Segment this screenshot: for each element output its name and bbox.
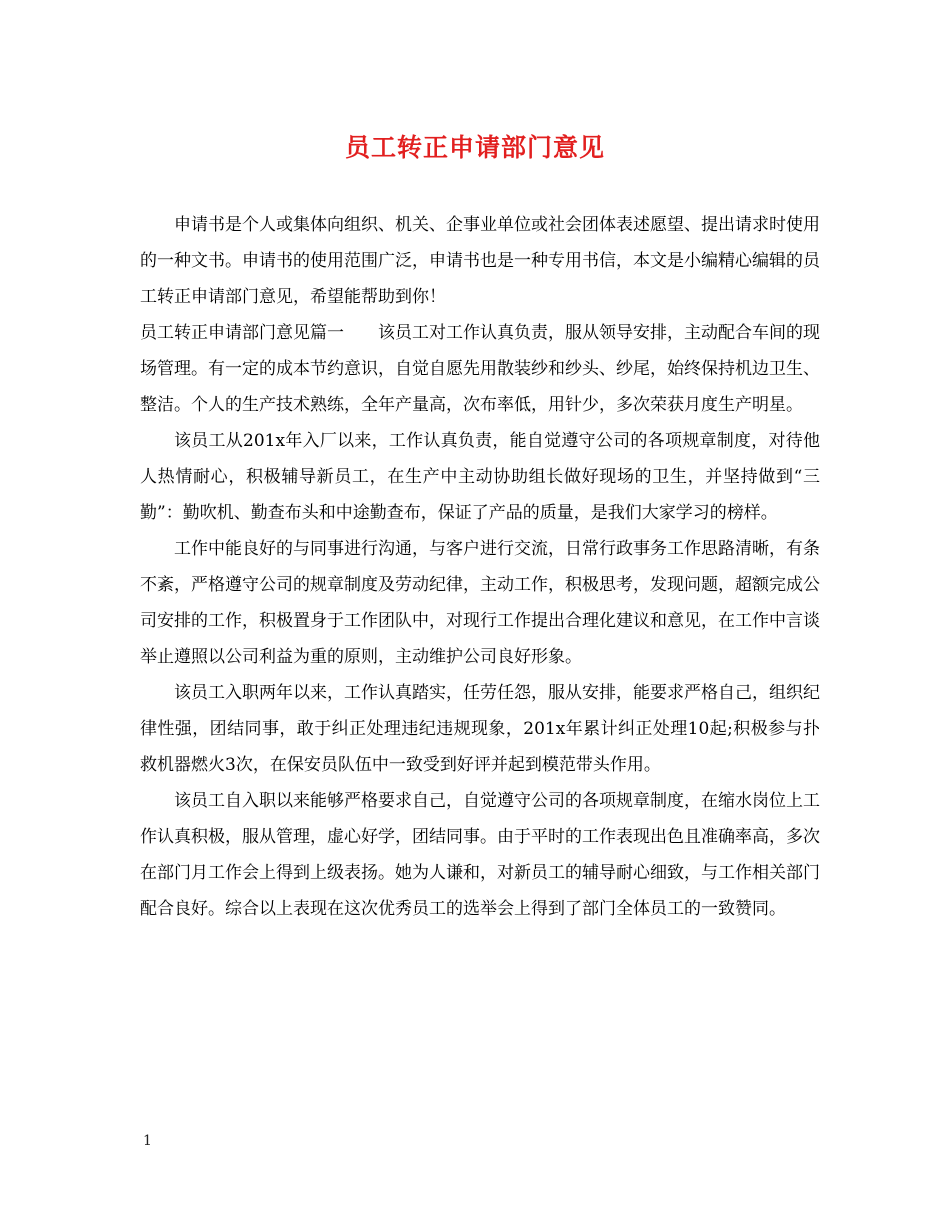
paragraph-discipline: 该员工入职两年以来，工作认真踏实，任劳任怨，服从安排，能要求严格自己，组织纪律性强，团结同事，敢于纠正处理违纪违规现象，201x年累计纠正处理10起;积极参与扑救机器燃火3次，在保安员队伍中一致受到好评并起到模范带头作用。 bbox=[140, 683, 820, 775]
paragraph-intro: 申请书是个人或集体向组织、机关、企事业单位或社会团体表述愿望、提出请求时使用的一种文书。申请书的使用范围广泛，申请书也是一种专用书信，本文是小编精心编辑的员工转正申请部门意见，希望能帮助到你！ bbox=[140, 215, 820, 307]
paragraph-shrinkage-post: 该员工自入职以来能够严格要求自己，自觉遵守公司的各项规章制度，在缩水岗位上工作认真积极，服从管理，虚心好学，团结同事。由于平时的工作表现出色且准确率高，多次在部门月工作会上得到上级表扬。她为人谦和，对新员工的辅导耐心细致，与工作相关部门配合良好。综合以上表现在这次优秀员工的选举会上得到了部门全体员工的一致赞同。 bbox=[140, 791, 820, 919]
paragraph-section-one: 员工转正申请部门意见篇一 该员工对工作认真负责，服从领导安排，主动配合车间的现场管理。有一定的成本节约意识，自觉自愿先用散装纱和纱头、纱尾，始终保持机边卫生、整洁。个人的生产技术熟练，全年产量高，次布率低，用针少，多次荣获月度生产明星。 bbox=[140, 323, 820, 415]
paragraph-three-diligence: 该员工从201x年入厂以来，工作认真负责，能自觉遵守公司的各项规章制度，对待他人热情耐心，积极辅导新员工，在生产中主动协助组长做好现场的卫生，并坚持做到“三勤”：勤吹机、勤查布头和中途勤查布，保证了产品的质量，是我们大家学习的榜样。 bbox=[140, 431, 820, 523]
document-title: 员工转正申请部门意见 bbox=[344, 133, 605, 162]
paragraph-communication: 工作中能良好的与同事进行沟通，与客户进行交流，日常行政事务工作思路清晰，有条不紊，严格遵守公司的规章制度及劳动纪律，主动工作，积极思考，发现问题，超额完成公司安排的工作，积极置身于工作团队中，对现行工作提出合理化建议和意见，在工作中言谈举止遵照以公司利益为重的原则，主动维护公司良好形象。 bbox=[140, 539, 820, 667]
page-number: 1 bbox=[143, 1133, 152, 1149]
document-body bbox=[140, 207, 820, 927]
